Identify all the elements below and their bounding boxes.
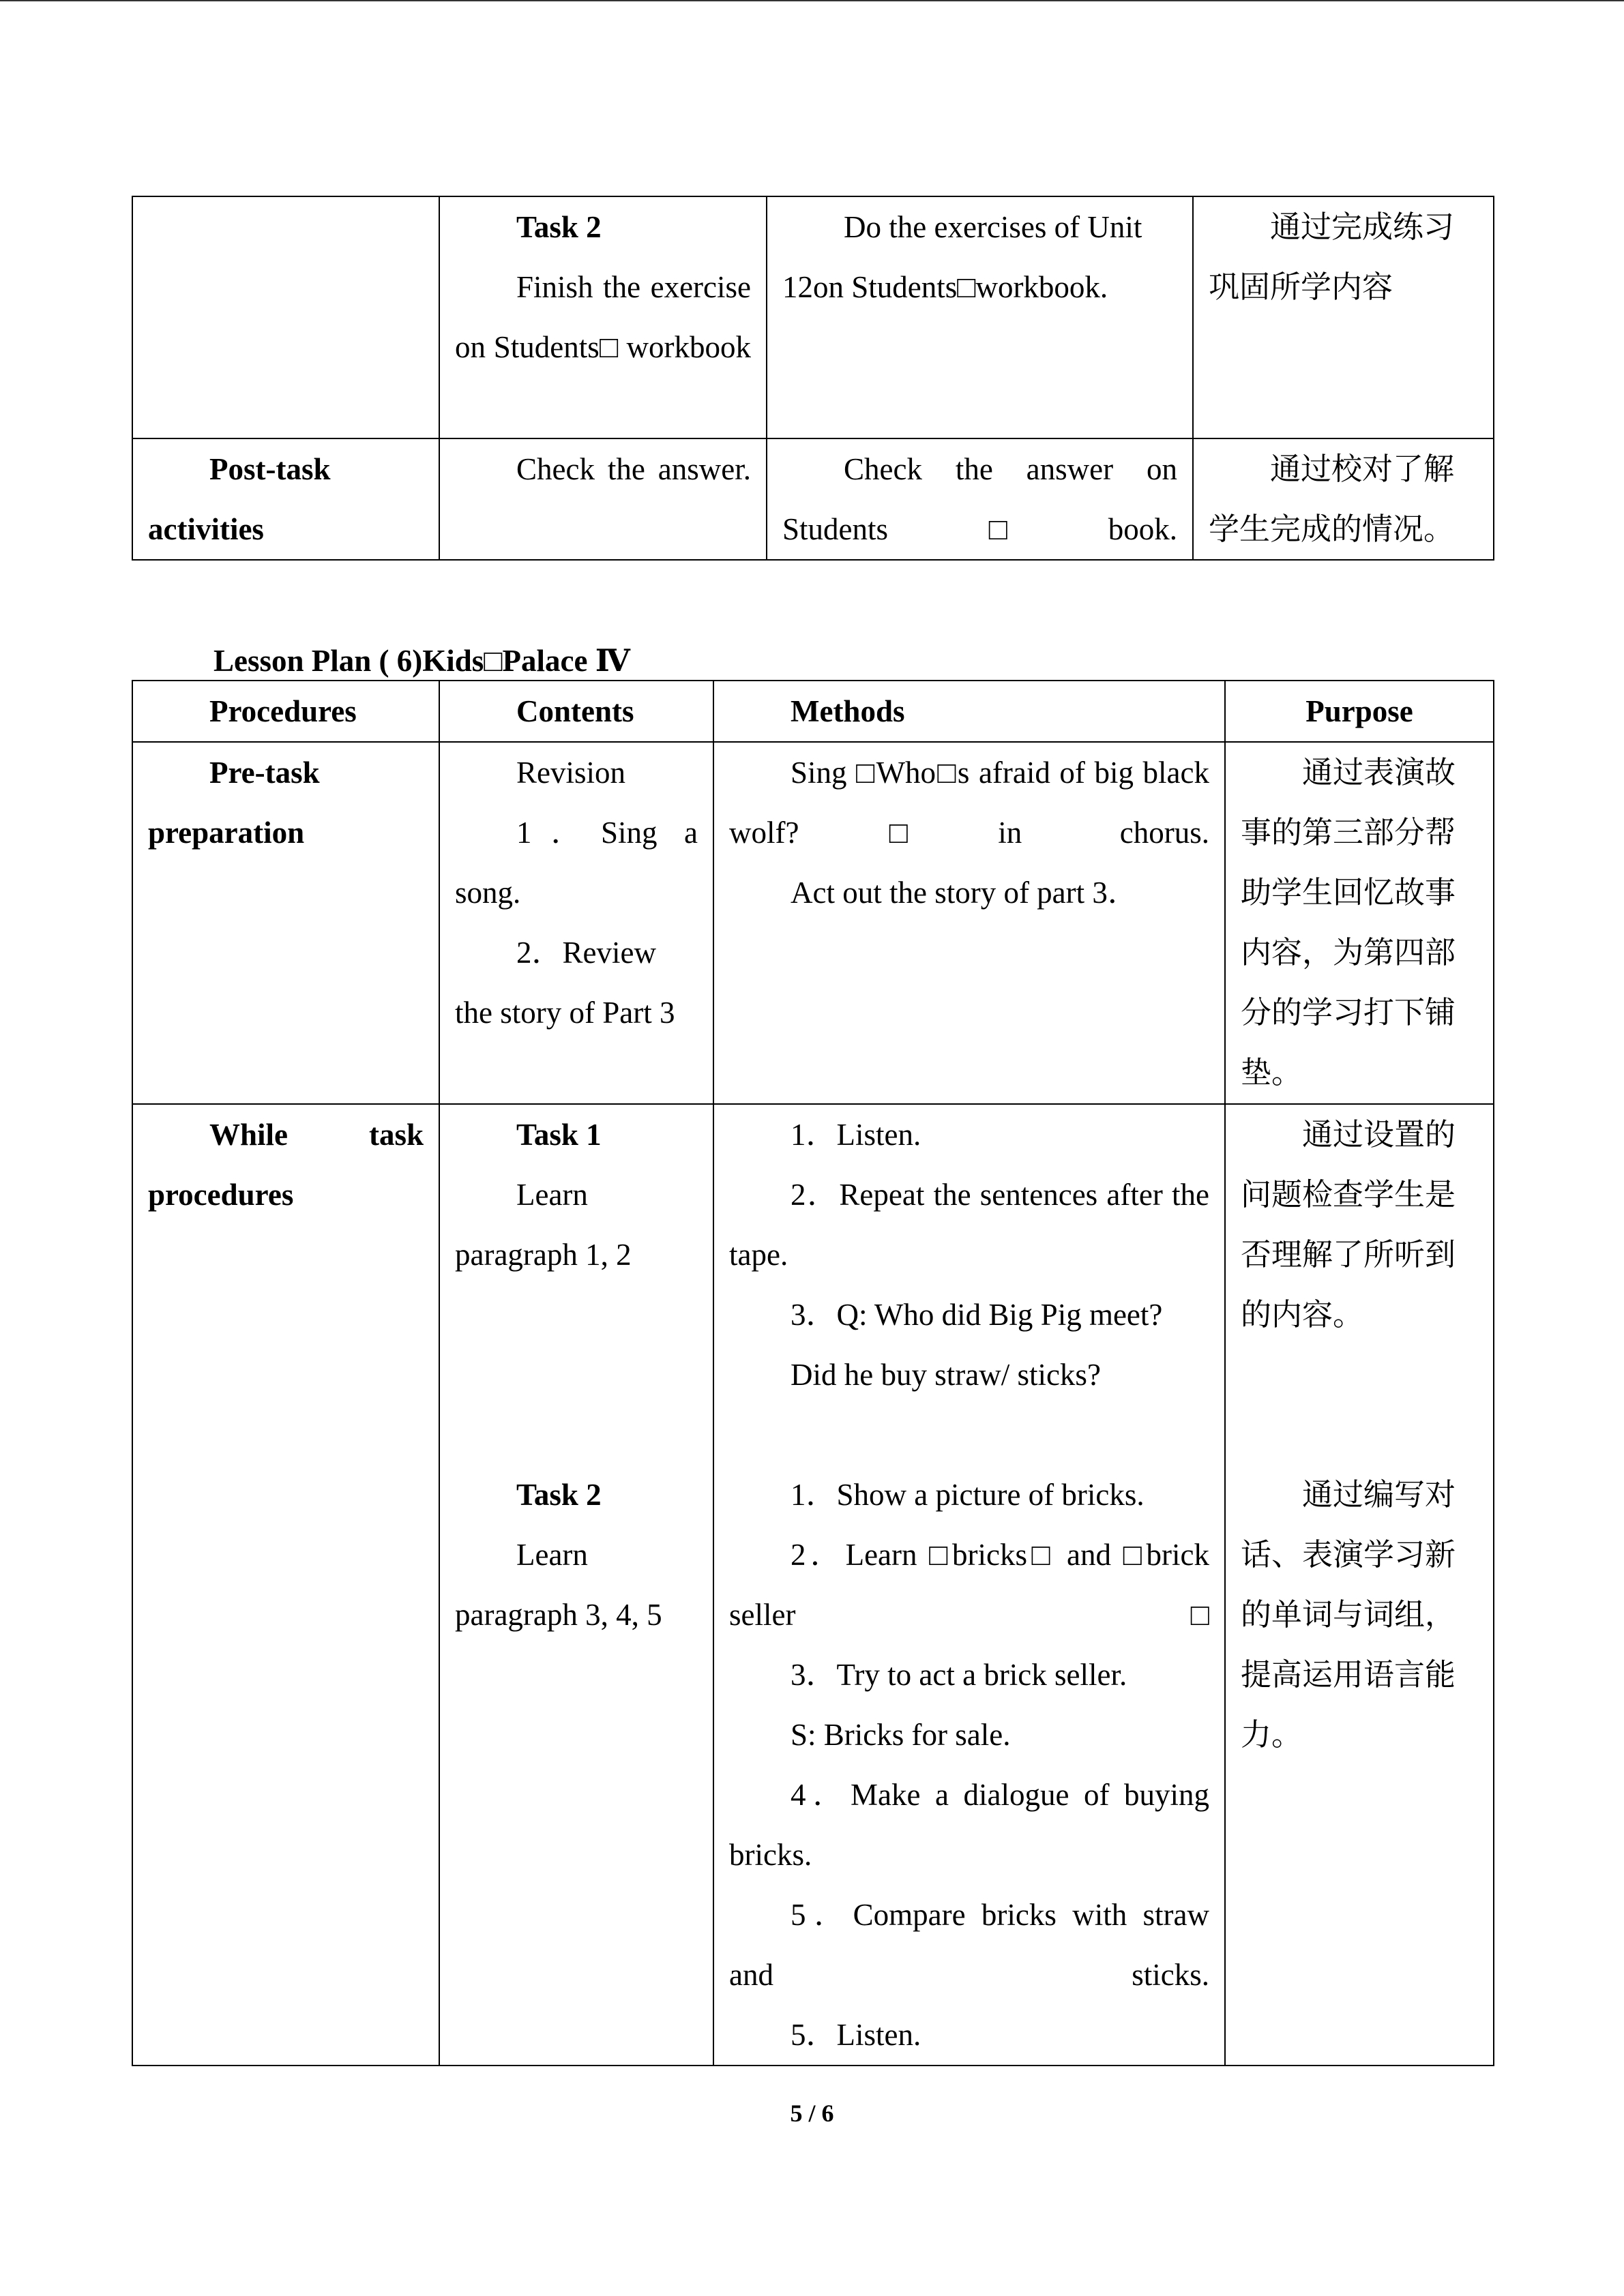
top-border-line — [0, 0, 1624, 1]
methods-cell — [767, 196, 1193, 438]
header-methods: Methods — [713, 681, 1225, 742]
lesson-plan-table — [132, 680, 1494, 2066]
method-text: 2．Repeat the sentences after the tape. — [729, 1178, 1209, 1272]
table-row — [132, 196, 1494, 438]
contents-cell — [439, 438, 767, 560]
contents-cell — [439, 1104, 713, 2066]
procedure-cell — [132, 438, 439, 560]
purpose-text: 通过表演故事的第三部分帮助学生回忆故事内容，为第四部分的学习打下铺垫。 — [1241, 754, 1456, 1090]
task-label: Task 2 — [516, 1478, 602, 1512]
method-text: 5．Listen. — [791, 2018, 921, 2052]
task-label: Task 2 — [516, 210, 602, 244]
table-row — [132, 742, 1494, 1104]
methods-cell — [713, 742, 1225, 1104]
method-text: Act out the story of part 3． — [791, 876, 1138, 910]
method-text: 2．Learn □bricks□ and □brick seller□ — [729, 1538, 1209, 1632]
lesson-table-continued — [132, 196, 1494, 561]
content-text: 2．Review the story of Part 3 — [455, 936, 675, 1030]
method-text: Sing □Who□s afraid of big black wolf?□in chorus. — [729, 756, 1209, 850]
purpose-text: 通过设置的问题检查学生是否理解了所听到的内容。 — [1241, 1116, 1456, 1332]
method-text: 5．Compare bricks with straw and sticks. — [729, 1898, 1209, 1992]
header-contents: Contents — [439, 681, 713, 742]
contents-cell — [439, 742, 713, 1104]
procedure-cell — [132, 1104, 439, 2066]
content-text: Check the answer. — [516, 452, 751, 486]
procedure-cell — [132, 196, 439, 438]
procedure-label: Pre-task preparation — [148, 756, 320, 850]
purpose-cell — [1225, 1104, 1494, 2066]
purpose-text: 通过完成练习巩固所学内容 — [1209, 209, 1455, 305]
method-text: 1．Listen. — [791, 1118, 921, 1152]
contents-cell — [439, 196, 767, 438]
table-row — [132, 438, 1494, 560]
lesson-plan-title: Lesson Plan ( 6)Kids□Palace Ⅳ — [213, 644, 630, 678]
methods-cell — [713, 1104, 1225, 2066]
header-procedures: Procedures — [132, 681, 439, 742]
method-text: 1．Show a picture of bricks. — [791, 1478, 1145, 1512]
content-text: Revision — [516, 756, 626, 790]
method-text: 4．Make a dialogue of buying bricks. — [729, 1778, 1209, 1872]
content-text: 1．Sing a song. — [455, 816, 698, 910]
procedure-label: Post-task activities — [148, 452, 331, 546]
purpose-cell — [1225, 742, 1494, 1104]
procedure-cell — [132, 742, 439, 1104]
method-text: Check the answer on Students□book. — [782, 452, 1177, 546]
purpose-cell — [1193, 196, 1494, 438]
method-text: Did he buy straw/ sticks? — [791, 1358, 1101, 1392]
method-text: Do the exercises of Unit 12on Students□workbook. — [782, 210, 1142, 304]
purpose-text: 通过编写对话、表演学习新的单词与词组，提高运用语言能力。 — [1241, 1476, 1456, 1753]
table-row — [132, 1104, 1494, 2066]
method-text: 3．Try to act a brick seller. — [791, 1658, 1127, 1692]
method-text: 3．Q: Who did Big Pig meet? — [791, 1298, 1163, 1332]
method-text: S: Bricks for sale. — [791, 1718, 1011, 1752]
page-number: 5 / 6 — [790, 2100, 834, 2127]
content-text: Learn paragraph 1, 2 — [455, 1178, 632, 1272]
purpose-text: 通过校对了解学生完成的情况。 — [1209, 451, 1455, 547]
procedure-label: While task procedures — [148, 1118, 424, 1212]
table-header-row — [132, 681, 1494, 742]
purpose-cell — [1193, 438, 1494, 560]
methods-cell — [767, 438, 1193, 560]
task-label: Task 1 — [516, 1118, 602, 1152]
content-text: Learn paragraph 3, 4, 5 — [455, 1538, 662, 1632]
content-text: Finish the exercise on Students□ workbook — [455, 270, 751, 364]
header-purpose: Purpose — [1225, 681, 1494, 742]
